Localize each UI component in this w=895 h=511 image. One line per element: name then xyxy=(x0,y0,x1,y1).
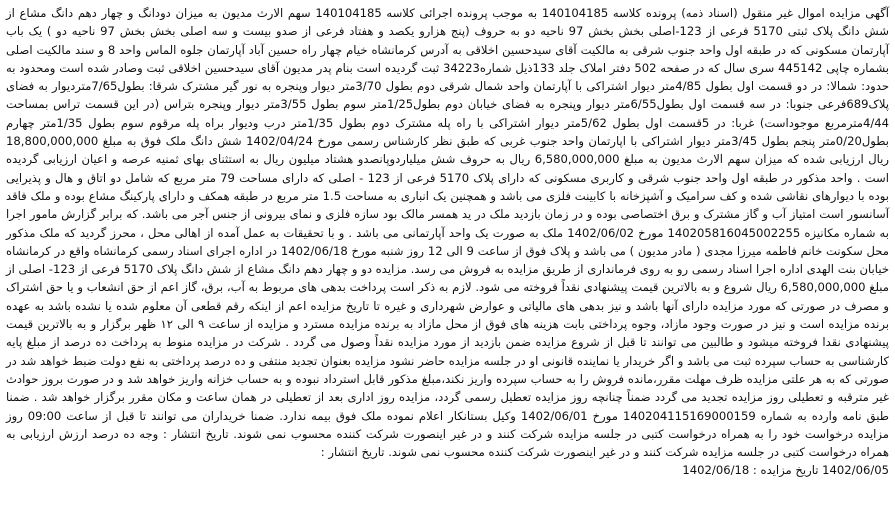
notice-dates: 1402/06/05 تاریخ مزایده : 1402/06/18 xyxy=(682,463,889,478)
notice-body: آگهی مزایده اموال غیر منقول (اسناد ذمه) پرونده کلاسه 140104185 به موجب پرونده اجرائی کلاسه 140104185 سهم الارث مدیون به میزان دودانگ و چهار دهم دانگ مشاع از شش دانگ پلاک ثبتی 5170 فرعی از 123-اصلی بخش بخش 97 ناحیه دو به حروف (پنج هزارو یکصد و هفتاد فرعی از صدو بیست و سه اصلی بخش بخش 97 ناحیه دو ) یک باب آپارتمان مسکونی که در طبقه اول واحد جنوب شرقی به مالکیت آقای سیدحسین اخلاقی به آدرس کرمانشاه خیام چهار راه حسین آباد آپارتمان جلوه الماس واحد 8 و سند مالکیت اصلی بشماره چاپی 445142 سری سال که در صفحه 502 دفتر املاک جلد 133ذیل شماره34223 ثبت گردیده است بنام پدر مدیون آقای سیدحسین اخلاقی ثبت وصادر شده است ومحدود به حدود: شمالا: در دو قسمت اول بطول 4/85متر دیوار اشتراکی با آپارتمان واحد شمال شرقی دوم بطول 3/70متر دیوار وپنجره به نور گیر مشترک شرقا: بطول7/65متردیوار به فضای پلاک689فرعی جنوبا: در سه قسمت اول بطول6/55متر دیوار وپنجره به فضای خیابان دوم بطول1/25متر سوم بطول 3/55متر دیوار وپنجره بتراس (در این قسمت تراس بمساحت 4/44مترمربع موجوداست) غربا: در 5قسمت اول بطول 5/62متر دیوار اشتراکی با راه پله مشترک دوم بطول 1/35متر درب ودیوار براه پله مرقوم سوم بطول 1/35متر چهارم بطول0/20متر پنجم بطول 3/45متر دیوار اشتراکی با اپارتمان واحد جنوب غربی که طبق نظر کارشناس رسمی مورخ 1402/04/24 شش دانگ ملک فوق به مبلغ 18,800,000,000 ریال ارزیابی شده که میزان سهم الارث مدیون به مبلغ 6,580,000,000 ریال به حروف شش میلیاردوپانصدو هشتاد میلیون ریال به استثنای بهای ثمنیه عرصه و اعیان ارزیابی گردیده است . واحد مذکور در طبقه اول واحد جنوب شرقی و کاربری مسکونی که دارای پلاک 5170 فرعی از 123 - اصلی که دارای مساحت 79 متر مربع که شامل دو اتاق و هال و پذیرایی بوده با دیوارهای نقاشی شده و کف سرامیک و آشپزخانه با کابینت فلزی می باشد و همچنین یک انباری به مساحت 1.5 متر مربع در طبقه همکف و دارای پارکینگ مشاع بوده و ملک فاقد آسانسور است امتیاز آب و گاز مشترک و برق اختصاصی بوده و در زمان بازدید ملک در ید همسر مالک بود سازه فلزی و نمای بیرونی از جنس آجر می باشد. که برابر گزارش مامور اجرا به شماره مکانیزه 140205816045002255 مورخ 1402/06/02 ملک به صورت یک واحد آپارتمانی می باشد . و با تحقیقات به عمل آمده از اهالی محل ، محرز گردید که ملک مذکور محل سکونت خانم فاطمه میرزا مجدی ( مادر مدیون ) می باشد و پلاک فوق از ساعت 9 الی 12 روز شنبه مورخ 1402/06/18 در اداره اجرای اسناد رسمی کرمانشاه واقع در کرمانشاه خیابان بنت الهدی اداره اجرا اسناد رسمی رو به روی فرمانداری از طریق مزایده به فروش می رسد. مزایده دو و چهار دهم دانگ مشاع از شش دانگ پلاک 5170 فرعی از 123- اصلی از مبلغ 6,580,000,000 ریال شروع و به بالاترین قیمت پیشنهادی نقداً فروخته می شود. لازم به ذکر است پرداخت بدهی های مربوط به آب، برق، گاز اعم از حق انشعاب و یا حق اشتراک و مصرف در صورتی که مورد مزایده دارای آنها باشد و نیز بدهی های مالیاتی و عوارض شهرداری و غیره تا تاریخ مزایده اعم از اینکه رقم قطعی آن معلوم شده یا نشده باشد به عهده برنده مزایده است و نیز در صورت وجود مازاد، وجوه پرداختی بابت هزینه های فوق از محل مازاد به برنده مزایده مسترد و مزایده از ساعت ۹ الی ۱۲ ظهر برگزار و به بالاترین قیمت پیشنهادی نقدا فروخته میشود و طالبین می توانند تا قبل از شروع مزایده ضمن بازدید از مورد مزایده نقداً وصول می گردد . شرکت در مزایده منوط به پرداخت ده درصد از مبلغ پایه کارشناسی به حساب سپرده ثبت می باشد و اگر خریدار یا نماینده قانونی او در جلسه مزایده حاضر نشود مزایده بعنوان تجدید منتفی و ده درصد پرداختی به نفع دولت ضبط خواهد شد در صورتی که به هر علتی مزایده ظرف مهلت مقرر،مانده فروش را به حساب سپرده واریز نکند،مبلغ مذکور قابل استرداد نبوده و به حساب خزانه واریز خواهد شد و در صورت بروز حوادث غیر مترقبه و تعطیلی روز مزایده تجدید می گردد ضمناً چنانچه روز مزایده تعطیل رسمی گردد، مزایده روز اداری بعد از تعطیلی در همان ساعت و مکان مقرر برگزار خواهد شد . ضمنا طبق نامه وارده به شماره 140204115169000159 مورخ 1402/06/01 وکیل بستانکار اعلام نموده ملک فوق بیمه ندارد. ضمنا خریداران می توانند تا قبل از ساعت 09:00 روز مزایده درخواست خود را به همراه درخواست کتبی در جلسه مزایده شرکت کنند و در غیر اینصورت شرکت کننده محسوب نمی شوند. تاریخ انتشار : وجه ده درصد ارزش ارزیابی به همراه درخواست کتبی در جلسه مزایده شرکت کنند و در غیر اینصورت شرکت کننده محسوب نمی شوند. تاریخ انتشار : xyxy=(6,6,890,460)
